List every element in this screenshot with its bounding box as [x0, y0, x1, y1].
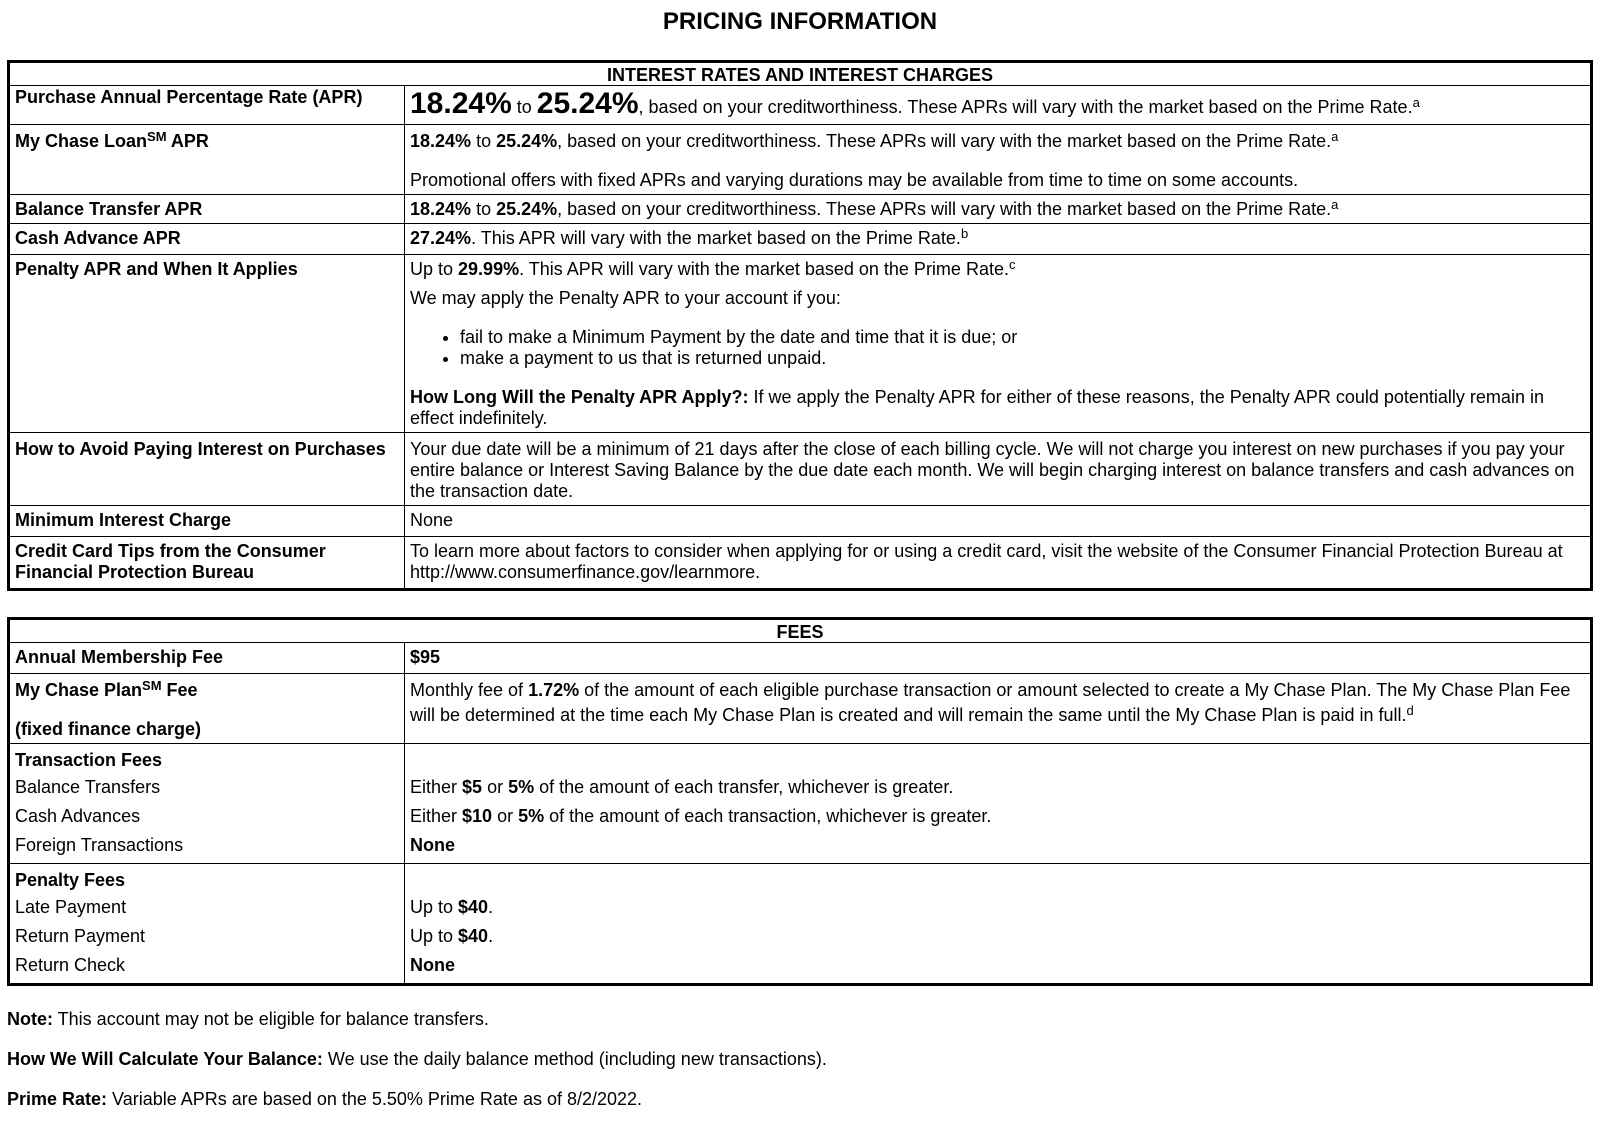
late-payment-fee — [410, 893, 1585, 922]
cash-advance-fee — [410, 802, 1585, 831]
balance-apr-high: 25.24% — [496, 199, 558, 219]
fee-or: or — [492, 806, 519, 826]
transaction-fees-heading: Transaction Fees — [15, 750, 163, 770]
balance-apr-low: 18.24% — [410, 199, 472, 219]
interest-section-heading: INTEREST RATES AND INTEREST CHARGES — [9, 62, 1592, 86]
prime-rate-label: Prime Rate: — [7, 1089, 108, 1109]
transaction-fees-values — [405, 744, 1592, 864]
annual-fee-value: $95 — [405, 643, 1592, 674]
cash-apr-rate: 27.24% — [410, 228, 472, 248]
fee-prefix: Up to — [410, 926, 459, 946]
list-item: • fail to make a Minimum Payment by the date and time that it is due; or — [460, 327, 1585, 348]
loan-apr-low: 18.24% — [410, 131, 472, 151]
penalty-apr-label: Penalty APR and When It Applies — [9, 255, 405, 433]
penalty-fees-labels — [9, 864, 405, 985]
loan-apr-text: , based on your creditworthiness. These APRs will vary with the market based on the Prime Rate. — [557, 131, 1332, 151]
balance-transfer-apr-label: Balance Transfer APR — [9, 195, 405, 224]
foreign-transaction-fee: None — [410, 835, 455, 855]
how-long-text: If we apply the Penalty APR for either of these reasons, the Penalty APR could potentially remain in effect indefinitely. — [410, 387, 1544, 428]
penalty-intro: We may apply the Penalty APR to your account if you: — [410, 288, 841, 308]
fee-prefix: Either — [410, 806, 463, 826]
return-payment-label: Return Payment — [15, 926, 146, 946]
purchase-apr-label: Purchase Annual Percentage Rate (APR) — [9, 86, 405, 125]
fee-prefix: Either — [410, 777, 463, 797]
fee-text: . — [488, 926, 494, 946]
balance-transfer-fee — [410, 773, 1585, 802]
balance-apr-to: to — [471, 199, 497, 219]
minimum-interest-label: Minimum Interest Charge — [9, 506, 405, 537]
fee-percent: 5% — [508, 777, 535, 797]
avoid-interest-label: How to Avoid Paying Interest on Purchases — [9, 433, 405, 506]
purchase-apr-high: 25.24% — [536, 87, 639, 120]
service-mark: SM — [142, 678, 162, 693]
prime-rate-text: Variable APRs are based on the 5.50% Prime Rate as of 8/2/2022. — [107, 1089, 643, 1109]
avoid-interest-text: Your due date will be a minimum of 21 days after the close of each billing cycle. We will not charge you interest on new purchases if you pay your entire balance or Interest Saving Balance by the due date each month. We will begin charging interest on balance transfers and cash advances on the transaction date. — [405, 433, 1592, 506]
balance-transfers-label: Balance Transfers — [15, 777, 161, 797]
plan-fee-label-text: My Chase Plan — [15, 680, 143, 700]
plan-fee-label — [9, 674, 405, 744]
cash-advance-apr-label: Cash Advance APR — [9, 224, 405, 255]
table-row — [9, 195, 1592, 224]
footnote-marker: a — [1331, 197, 1339, 212]
fee-text: of the amount of each transfer, whichever is greater. — [534, 777, 954, 797]
table-row — [9, 643, 1592, 674]
fee-amount: $10 — [462, 806, 493, 826]
loan-apr-value — [405, 125, 1592, 195]
cfpb-tips-label: Credit Card Tips from the Consumer Financial Protection Bureau — [9, 537, 405, 590]
purchase-apr-to: to — [516, 97, 532, 117]
loan-apr-high: 25.24% — [496, 131, 558, 151]
fee-amount: $40 — [458, 897, 489, 917]
table-row — [9, 506, 1592, 537]
minimum-interest-value: None — [405, 506, 1592, 537]
table-row — [9, 674, 1592, 744]
notes-section — [7, 1008, 1593, 1110]
service-mark: SM — [147, 129, 167, 144]
fee-or: or — [482, 777, 509, 797]
table-row — [9, 433, 1592, 506]
loan-apr-label-text: My Chase Loan — [15, 131, 148, 151]
table-row — [9, 537, 1592, 590]
purchase-apr-text: , based on your creditworthiness. These APRs will vary with the market based on the Prime Rate. — [638, 97, 1413, 117]
prime-rate-line — [7, 1088, 1593, 1110]
footnote-marker: a — [1331, 129, 1339, 144]
fee-amount: $40 — [458, 926, 489, 946]
penalty-apr-rate: 29.99% — [458, 259, 520, 279]
cash-apr-text: . This APR will vary with the market based on the Prime Rate. — [471, 228, 961, 248]
table-row — [9, 255, 1592, 433]
fees-section-heading: FEES — [9, 619, 1592, 643]
table-row — [9, 864, 1592, 985]
penalty-apr-prefix: Up to — [410, 259, 459, 279]
note-text: This account may not be eligible for balance transfers. — [53, 1009, 489, 1029]
balance-apr-text: , based on your creditworthiness. These APRs will vary with the market based on the Prime Rate. — [557, 199, 1332, 219]
loan-apr-to: to — [471, 131, 497, 151]
purchase-apr-low: 18.24% — [410, 87, 512, 120]
penalty-fees-values — [405, 864, 1592, 985]
fee-percent: 5% — [518, 806, 545, 826]
fee-text: . — [488, 897, 494, 917]
plan-fee-value — [405, 674, 1592, 744]
fee-text: of the amount of each transaction, whichever is greater. — [544, 806, 992, 826]
list-item: • make a payment to us that is returned unpaid. — [460, 348, 1585, 369]
plan-fee-text: of the amount of each eligible purchase transaction or amount selected to create a My Chase Plan. The My Chase Plan Fee will be determined at the time each My Chase Plan is created and will remain the same until the My Chase Plan is paid in full. — [410, 680, 1571, 725]
loan-apr-label-suffix: APR — [166, 131, 209, 151]
balance-calc-text: We use the daily balance method (including new transactions). — [322, 1049, 827, 1069]
table-row — [9, 224, 1592, 255]
table-row — [9, 125, 1592, 195]
interest-rates-table — [7, 60, 1593, 591]
annual-fee-label: Annual Membership Fee — [9, 643, 405, 674]
note-label: Note: — [7, 1009, 53, 1029]
promo-text: Promotional offers with fixed APRs and varying durations may be available from time to time on some accounts. — [410, 170, 1299, 190]
return-check-label: Return Check — [15, 955, 126, 975]
page-title: PRICING INFORMATION — [662, 8, 938, 35]
note-line — [7, 1008, 1593, 1030]
fee-prefix: Up to — [410, 897, 459, 917]
fees-table — [7, 617, 1593, 986]
table-row — [9, 744, 1592, 864]
penalty-apr-value — [405, 255, 1592, 433]
footnote-marker: d — [1406, 703, 1414, 718]
plan-fee-prefix: Monthly fee of — [410, 680, 529, 700]
plan-fee-rate: 1.72% — [528, 680, 580, 700]
balance-calc-label: How We Will Calculate Your Balance: — [7, 1049, 323, 1069]
return-payment-fee — [410, 922, 1585, 951]
footnote-marker: a — [1412, 95, 1420, 110]
footnote-marker: c — [1008, 257, 1016, 272]
balance-transfer-apr-value — [405, 195, 1592, 224]
foreign-transactions-label: Foreign Transactions — [15, 835, 184, 855]
return-check-fee: None — [410, 955, 455, 975]
penalty-reasons-list — [410, 327, 1585, 369]
cash-advances-label: Cash Advances — [15, 806, 141, 826]
penalty-fees-heading: Penalty Fees — [15, 870, 126, 890]
table-row — [9, 86, 1592, 125]
purchase-apr-value — [405, 86, 1592, 125]
late-payment-label: Late Payment — [15, 897, 127, 917]
how-long-label: How Long Will the Penalty APR Apply?: — [410, 387, 749, 407]
plan-fee-sublabel: (fixed finance charge) — [15, 719, 202, 739]
loan-apr-label — [9, 125, 405, 195]
penalty-apr-text: . This APR will vary with the market based on the Prime Rate. — [519, 259, 1009, 279]
fee-amount: $5 — [462, 777, 483, 797]
transaction-fees-labels — [9, 744, 405, 864]
plan-fee-label-suffix: Fee — [161, 680, 198, 700]
footnote-marker: b — [960, 226, 969, 241]
balance-calc-line — [7, 1048, 1593, 1070]
pricing-page — [7, 0, 1593, 1128]
cfpb-tips-text: To learn more about factors to consider when applying for or using a credit card, visit the website of the Consumer Financial Protection Bureau at http://www.consumerfinance.gov/learnmore. — [405, 537, 1592, 590]
cash-advance-apr-value — [405, 224, 1592, 255]
